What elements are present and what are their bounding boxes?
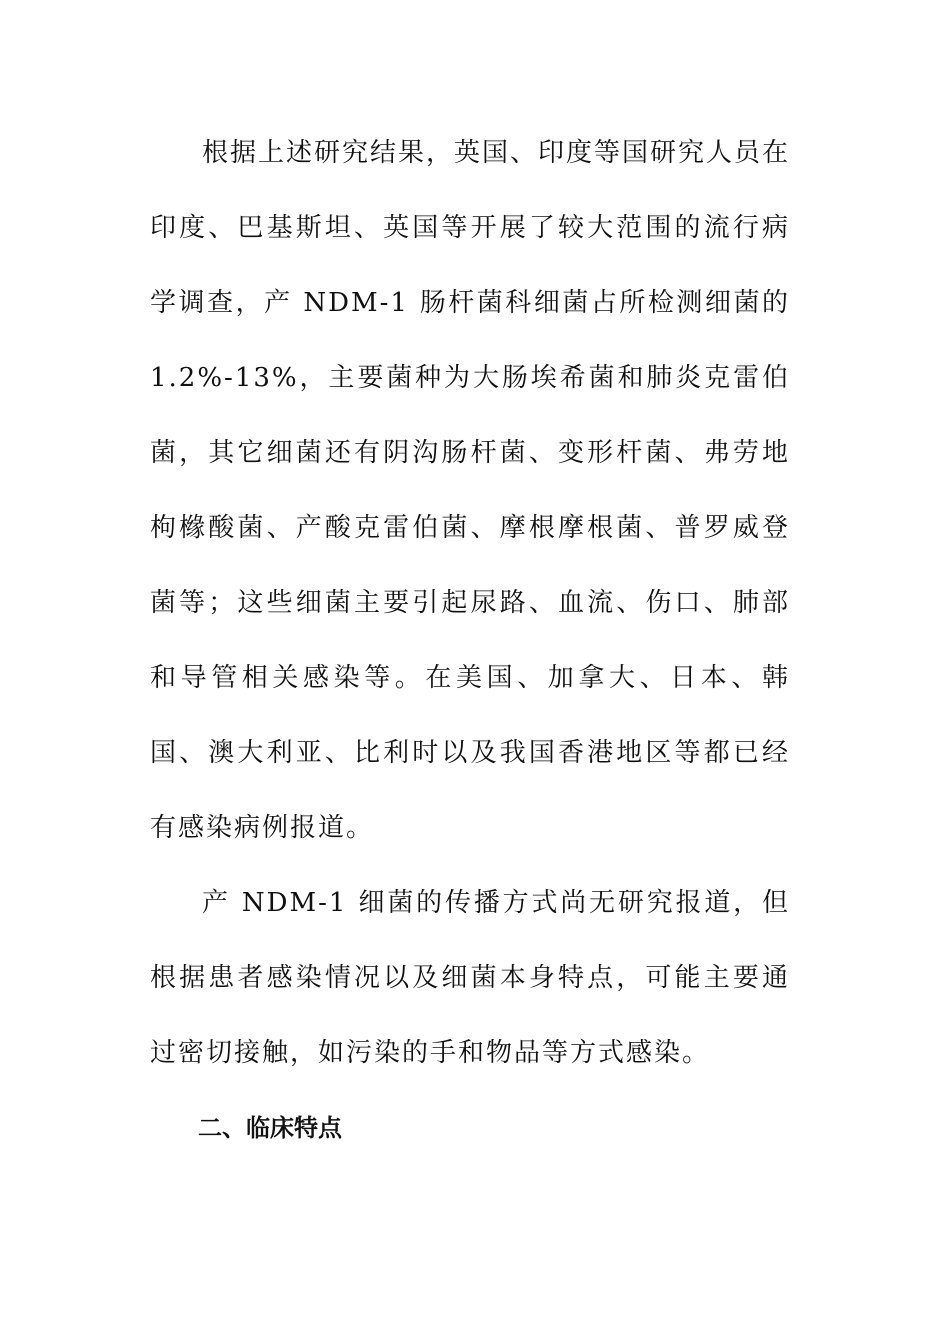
- paragraph-epidemiology: 根据上述研究结果，英国、印度等国研究人员在印度、巴基斯坦、英国等开展了较大范围的流行病学调查，产 NDM-1 肠杆菌科细菌占所检测细菌的 1.2%-13%，主要菌种为大肠埃希菌和肺炎克雷伯菌，其它细菌还有阴沟肠杆菌、变形杆菌、弗劳地枸橼酸菌、产酸克雷伯菌、摩根摩根菌、普罗威登菌等；这些细菌主要引起尿路、血流、伤口、肺部和导管相关感染等。在美国、加拿大、日本、韩国、澳大利亚、比利时以及我国香港地区等都已经有感染病例报道。: [150, 138, 791, 843]
- section-heading: 二、临床特点: [198, 1114, 342, 1142]
- document-body: [150, 116, 790, 1166]
- paragraph-transmission: 产 NDM-1 细菌的传播方式尚无研究报道，但根据患者感染情况以及细菌本身特点，可能主要通过密切接触，如污染的手和物品等方式感染。: [150, 888, 790, 1068]
